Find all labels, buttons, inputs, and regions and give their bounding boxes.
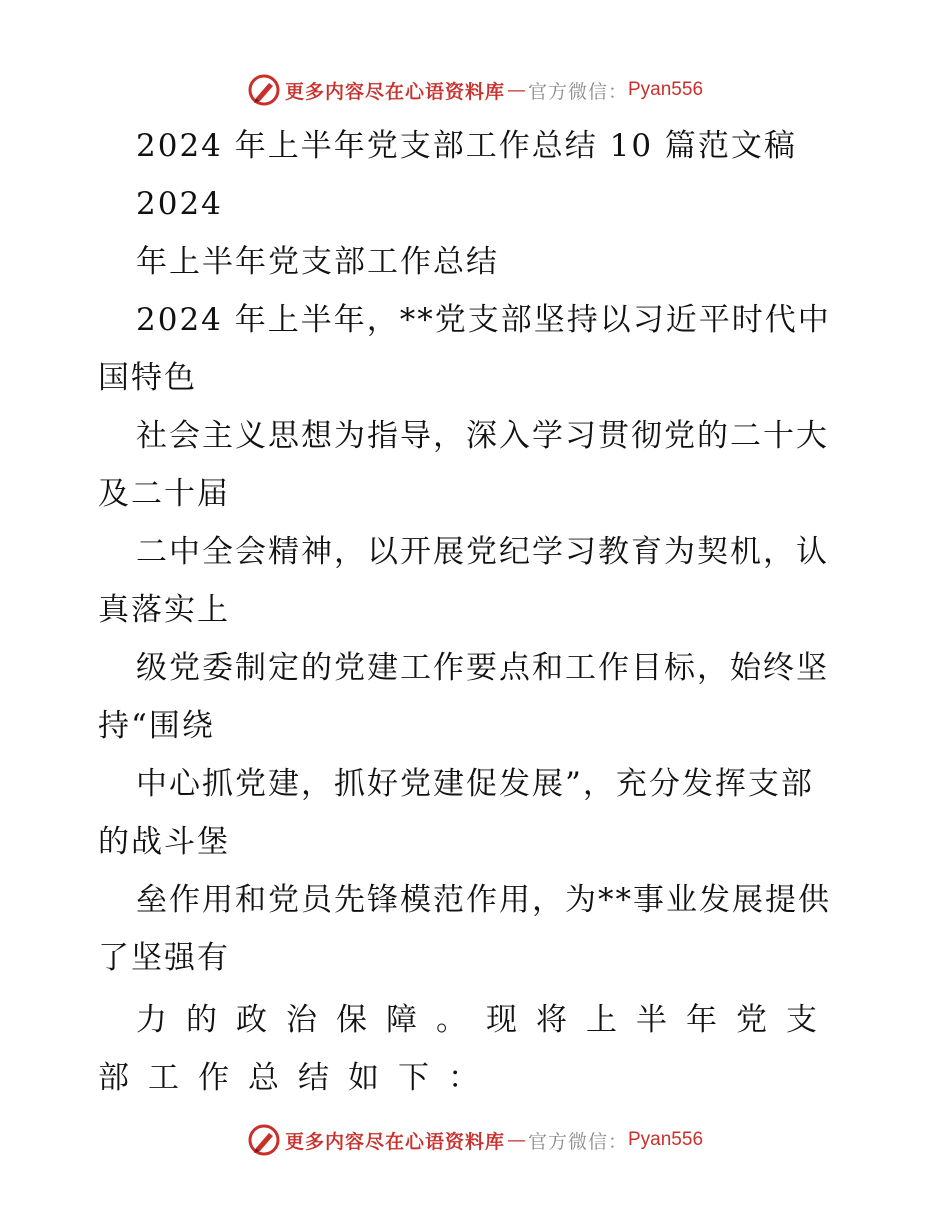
doc-line: 了坚强有 — [98, 940, 230, 976]
footer-wechat-id: Pyan556 — [628, 1129, 704, 1150]
doc-line: 的战斗堡 — [98, 824, 230, 860]
footer-banner — [0, 1120, 950, 1160]
doc-subtitle: 年上半年党支部工作总结 — [136, 244, 499, 280]
header-banner — [0, 70, 950, 110]
doc-line: 真落实上 — [98, 592, 230, 628]
doc-line: 垒作用和党员先锋模范作用，为**事业发展提供 — [136, 882, 831, 918]
header-dash: — — [506, 79, 526, 101]
doc-line: 持“围绕 — [98, 708, 215, 744]
doc-line: 中心抓党建，抓好党建促发展”，充分发挥支部 — [136, 766, 814, 802]
doc-line: 及二十届 — [98, 476, 230, 512]
doc-line: 国特色 — [98, 360, 197, 396]
footer-slogan: 更多内容尽在心语资料库 — [284, 1130, 505, 1153]
doc-line: 级党委制定的党建工作要点和工作目标，始终坚 — [136, 650, 829, 686]
footer-dash: — — [506, 1129, 526, 1151]
pen-logo-icon — [247, 73, 281, 107]
doc-line: 二中全会精神，以开展党纪学习教育为契机，认 — [136, 534, 829, 570]
doc-line: 力的政治保障。现将上半年党支 — [136, 1002, 836, 1038]
header-wechat-id: Pyan556 — [628, 79, 704, 100]
header-slogan: 更多内容尽在心语资料库 — [284, 80, 505, 103]
doc-title: 2024 年上半年党支部工作总结 10 篇范文稿 — [136, 128, 797, 164]
doc-line: 2024 年上半年，**党支部坚持以习近平时代中 — [136, 302, 831, 338]
pen-logo-icon — [247, 1123, 281, 1157]
doc-line: 社会主义思想为指导，深入学习贯彻党的二十大 — [136, 418, 829, 454]
footer-official-label: 官方微信： — [527, 1130, 628, 1153]
header-official-label: 官方微信： — [527, 80, 628, 103]
doc-line: 2024 — [136, 186, 223, 222]
doc-line: 部工作总结如下： — [98, 1060, 498, 1096]
